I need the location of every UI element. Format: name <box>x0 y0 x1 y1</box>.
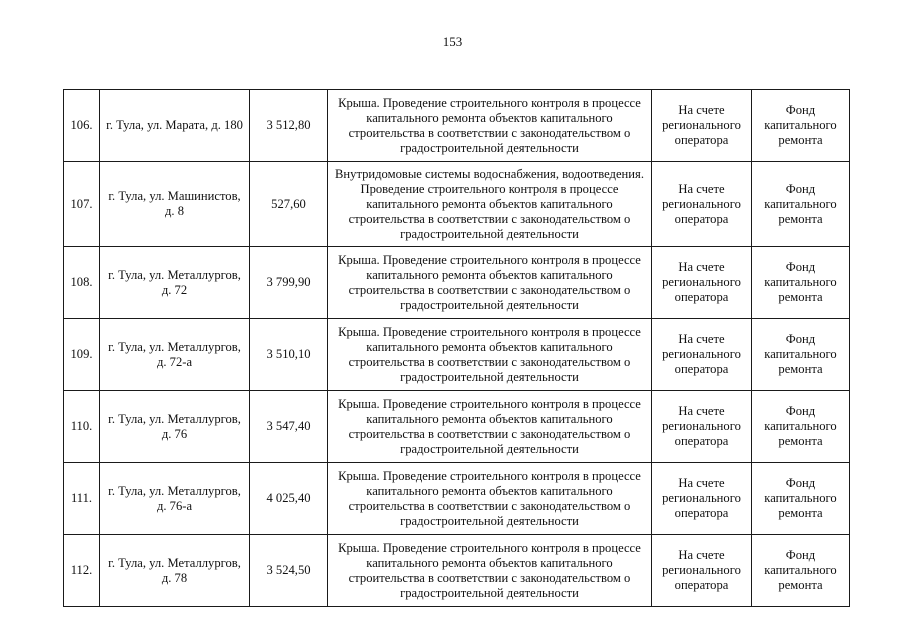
work-description-cell: Крыша. Проведение строительного контроля в процессе капитального ремонта объектов капитального строительства в соответствии с законодательством о градостроительной деятельности <box>328 463 652 535</box>
cost-cell: 3 547,40 <box>250 391 328 463</box>
fund-holder-cell: На счете регионального оператора <box>652 319 752 391</box>
work-description-cell: Крыша. Проведение строительного контроля в процессе капитального ремонта объектов капитального строительства в соответствии с законодательством о градостроительной деятельности <box>328 90 652 162</box>
address-cell: г. Тула, ул. Металлургов, д. 72-а <box>100 319 250 391</box>
fund-holder-cell: На счете регионального оператора <box>652 535 752 607</box>
fund-holder-cell: На счете регионального оператора <box>652 247 752 319</box>
cost-cell: 4 025,40 <box>250 463 328 535</box>
table-row <box>64 162 850 247</box>
address-cell: г. Тула, ул. Машинистов, д. 8 <box>100 162 250 247</box>
cost-cell: 3 799,90 <box>250 247 328 319</box>
work-description-cell: Крыша. Проведение строительного контроля в процессе капитального ремонта объектов капитального строительства в соответствии с законодательством о градостроительной деятельности <box>328 535 652 607</box>
fund-source-cell: Фонд капитального ремонта <box>752 247 850 319</box>
table-row <box>64 319 850 391</box>
table-row <box>64 463 850 535</box>
page-number: 153 <box>442 34 463 49</box>
row-number: 108. <box>64 247 100 319</box>
work-description-cell: Внутридомовые системы водоснабжения, водоотведения. Проведение строительного контроля в процессе капитального ремонта объектов капитального строительства в соответствии с законодательством о градостроительной деятельности <box>328 162 652 247</box>
table-row <box>64 90 850 162</box>
fund-holder-cell: На счете регионального оператора <box>652 162 752 247</box>
fund-source-cell: Фонд капитального ремонта <box>752 391 850 463</box>
cost-cell: 527,60 <box>250 162 328 247</box>
cost-cell: 3 510,10 <box>250 319 328 391</box>
table-row <box>64 247 850 319</box>
row-number: 109. <box>64 319 100 391</box>
row-number: 110. <box>64 391 100 463</box>
address-cell: г. Тула, ул. Металлургов, д. 76-а <box>100 463 250 535</box>
work-description-cell: Крыша. Проведение строительного контроля в процессе капитального ремонта объектов капитального строительства в соответствии с законодательством о градостроительной деятельности <box>328 319 652 391</box>
fund-source-cell: Фонд капитального ремонта <box>752 463 850 535</box>
address-cell: г. Тула, ул. Металлургов, д. 78 <box>100 535 250 607</box>
fund-source-cell: Фонд капитального ремонта <box>752 90 850 162</box>
fund-source-cell: Фонд капитального ремонта <box>752 319 850 391</box>
fund-holder-cell: На счете регионального оператора <box>652 391 752 463</box>
address-cell: г. Тула, ул. Металлургов, д. 72 <box>100 247 250 319</box>
row-number: 111. <box>64 463 100 535</box>
fund-holder-cell: На счете регионального оператора <box>652 90 752 162</box>
work-description-cell: Крыша. Проведение строительного контроля в процессе капитального ремонта объектов капитального строительства в соответствии с законодательством о градостроительной деятельности <box>328 247 652 319</box>
cost-cell: 3 524,50 <box>250 535 328 607</box>
cost-cell: 3 512,80 <box>250 90 328 162</box>
address-cell: г. Тула, ул. Металлургов, д. 76 <box>100 391 250 463</box>
table-row <box>64 535 850 607</box>
repair-registry-table <box>63 89 850 607</box>
fund-holder-cell: На счете регионального оператора <box>652 463 752 535</box>
row-number: 112. <box>64 535 100 607</box>
table-row <box>64 391 850 463</box>
row-number: 106. <box>64 90 100 162</box>
address-cell: г. Тула, ул. Марата, д. 180 <box>100 90 250 162</box>
work-description-cell: Крыша. Проведение строительного контроля в процессе капитального ремонта объектов капитального строительства в соответствии с законодательством о градостроительной деятельности <box>328 391 652 463</box>
row-number: 107. <box>64 162 100 247</box>
fund-source-cell: Фонд капитального ремонта <box>752 162 850 247</box>
fund-source-cell: Фонд капитального ремонта <box>752 535 850 607</box>
